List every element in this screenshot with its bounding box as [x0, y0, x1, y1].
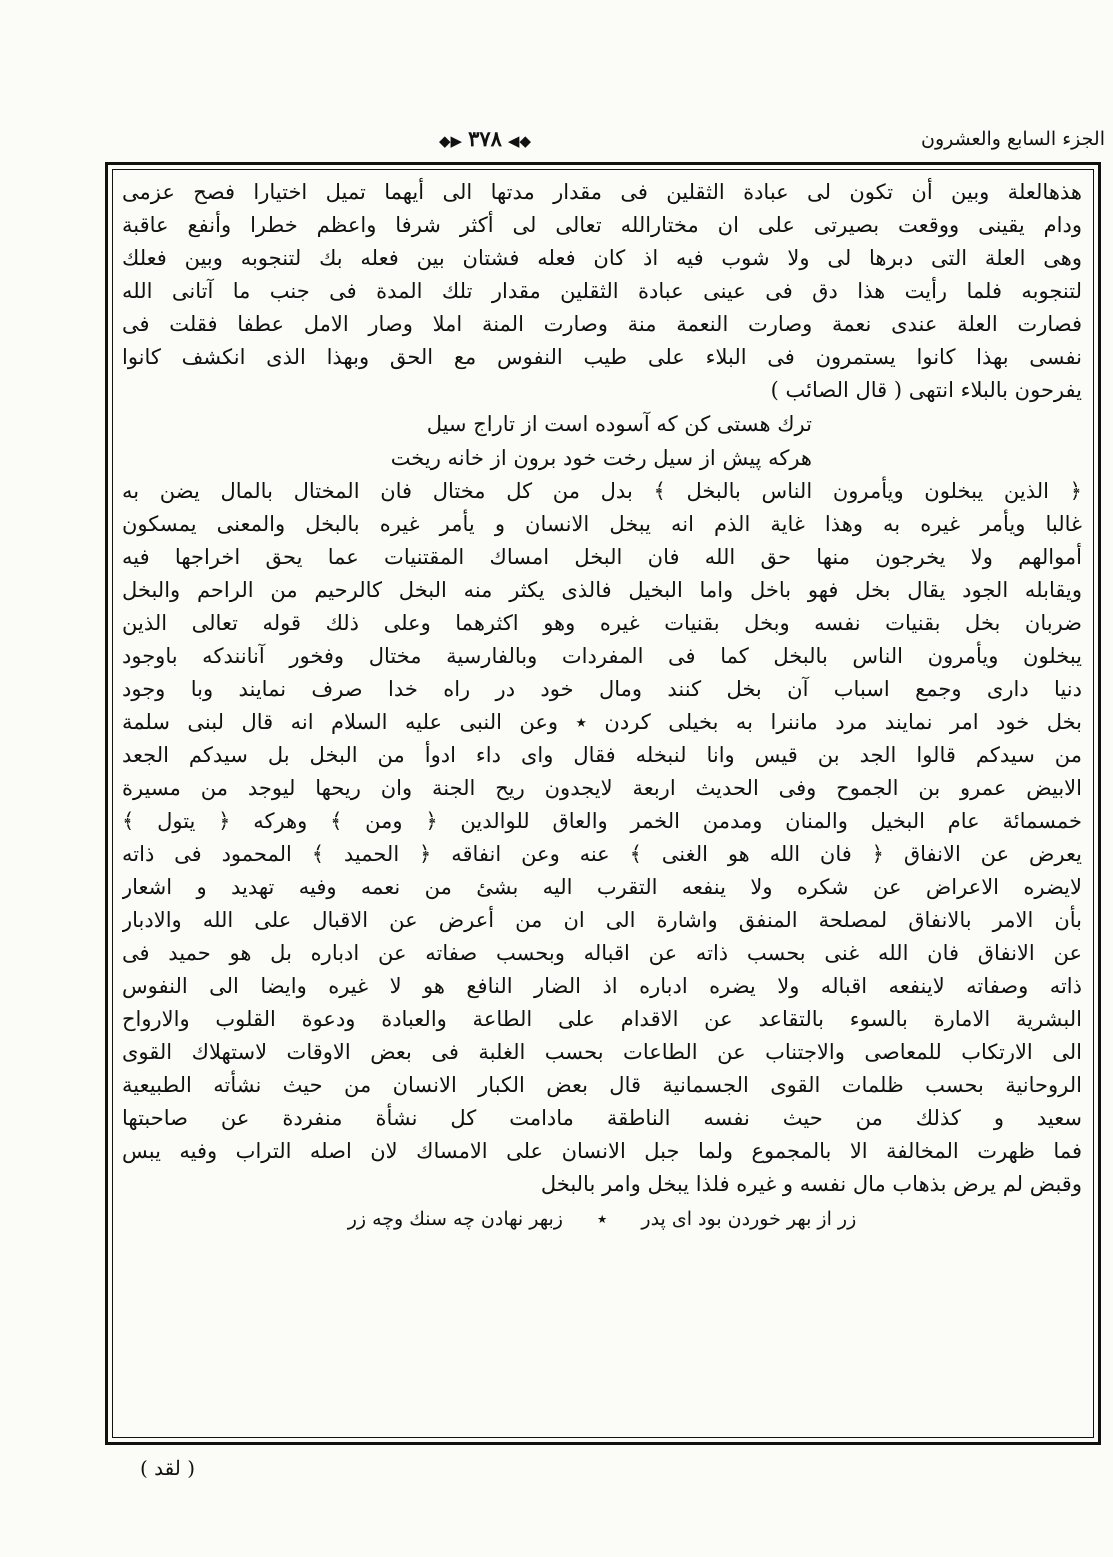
text-line: غالبا ويأمر غيره به وهذا غاية الذم انه يبخل الانسان و يأمر غيره بالبخل والمعنى يمسكون — [122, 512, 1082, 536]
ornament-left-icon: ◆◀ — [507, 132, 531, 150]
text-line: وهى العلة التى دبرها لى ولا شوب فيه اذ كان فعله فشتان بين فعله بك لتنجوبه وبين فعلك — [122, 246, 1082, 270]
text-line: عن الانفاق فان الله غنى بحسب ذاته عن اقباله وبحسب صفاته عن ادباره بل هو حميد فى — [122, 941, 1082, 965]
couplet-first-hemistich: زر از بهر خوردن بود اى پدر — [641, 1208, 857, 1230]
text-line: ذاته وصفاته لاينفعه اقباله ولا يضره ادباره اذ الضار النافع هو لا غيره وايضا الى النفوس — [122, 974, 1082, 998]
main-text — [122, 176, 1082, 1237]
text-line: بخل خود امر نمايند مرد ماننرا به بخيلى كردن ٭ وعن النبى عليه السلام انه قال لبنى سلمة — [122, 710, 1082, 734]
verse-line: هركه پيش از سيل رخت خود برون از خانه ريخت — [390, 446, 812, 470]
text-line: ﴿ الذين يبخلون ويأمرون الناس بالبخل ﴾ بدل من كل مختال فان المختال بالمال يضن به — [122, 479, 1082, 503]
couplet-separator: ٭ — [596, 1208, 608, 1230]
text-line: وقبض لم يرض بذهاب مال نفسه و غيره فلذا يبخل وامر بالبخل — [540, 1172, 1082, 1196]
page-number — [425, 126, 545, 151]
text-line: يفرحون بالبلاء انتهى ( قال الصائب ) — [770, 378, 1082, 402]
persian-couplet — [122, 1201, 1082, 1237]
text-line: لتنجوبه فلما رأيت هذا دق فى عينى عبادة الثقلين مقدار تلك المدة فى جنب ما آتانى الله — [122, 279, 1082, 303]
text-line: نفسى بهذا كانوا يستمرون فى البلاء على طيب النفوس مع الحق وبهذا الذى انكشف كانوا — [122, 345, 1082, 369]
text-line: بأن الامر بالانفاق لمصلحة المنفق واشارة الى ان من أعرض عن الاقبال على الله والادبار — [122, 908, 1082, 932]
catchword: ( لقد ) — [140, 1456, 196, 1480]
text-line: هذهالعلة وبين أن تكون لى عبادة الثقلين فى مقدار مدتها الى أيهما تميل اختيارا فصح عزمى — [122, 180, 1082, 204]
text-line: فما ظهرت المخالفة الا بالمجموع ولما جبل الانسان على الامساك لان اصله التراب وفيه يبس — [122, 1139, 1082, 1163]
running-head: الجزء السابع والعشرون — [920, 128, 1105, 150]
text-line: أموالهم ولا يخرجون منها حق الله فان البخل امساك المقتنيات عما يحق اخراجها فيه — [122, 545, 1082, 569]
text-line: سعيد و كذلك من حيث نفسه الناطقة مادامت كل نشأة منفردة عن صاحبتها — [122, 1106, 1082, 1130]
couplet-second-hemistich: زبهر نهادن چه سنك وچه زر — [347, 1208, 563, 1230]
text-line: الروحانية بحسب ظلمات القوى الجسمانية قال بعض الكبار الانسان من حيث نشأته الطبيعية — [122, 1073, 1082, 1097]
text-line: خمسمائة عام البخيل والمنان ومدمن الخمر والعاق للوالدين ﴿ ومن ﴾ وهركه ﴿ يتول ﴾ — [122, 809, 1082, 833]
text-line: لايضره الاعراض عن شكره ولا ينفعه التقرب اليه بشئ من نعمه وفيه تهديد و اشعار — [122, 875, 1082, 899]
text-line: من سيدكم قالوا الجد بن قيس وانا لنبخله فقال واى داء ادوأ من البخل بل سيدكم الجعد — [122, 743, 1082, 767]
text-line: الابيض عمرو بن الجموح وفى الحديث اربعة لايجدون ريح الجنة وان ريحها ليوجد من مسيرة — [122, 776, 1082, 800]
text-line: دنيا دارى وجمع اسباب آن بخل كنند ومال خود در راه خدا صرف نمايند وبا وجود — [122, 677, 1082, 701]
page-header — [105, 122, 1105, 162]
text-line: ويقابله الجود يقال بخل فهو باخل واما البخيل فالذى يكثر منه البخل كالرحيم من الراحم والبخل — [122, 578, 1082, 602]
text-line: الى الارتكاب للمعاصى والاجتناب عن الطاعات بحسب الغلبة فى بعض الاوقات لاستهلاك القوى — [122, 1040, 1082, 1064]
text-line: يعرض عن الانفاق ﴿ فان الله هو الغنى ﴾ عنه وعن انفاقه ﴿ الحميد ﴾ المحمود فى ذاته — [122, 842, 1082, 866]
text-line: ودام يقينى ووقعت بصيرتى على ان مختارالله تعالى لى أكثر شرفا واعظم خطرا وأنفع عاقبة — [122, 213, 1082, 237]
text-line: فصارت العلة عندى نعمة وصارت النعمة منة وصارت المنة املا وصار الامل عطفا فقلت فى — [122, 312, 1082, 336]
ornament-right-icon: ▶◆ — [439, 132, 463, 150]
verse-line: ترك هستى كن كه آسوده است از تاراج سيل — [426, 412, 812, 436]
persian-verse-block — [122, 407, 1082, 475]
text-line: البشرية الامارة بالسوء بالتقاعد عن الاقدام على الطاعة والعبادة ودعوة القلوب والارواح — [122, 1007, 1082, 1031]
page-number-value: ٣٧٨ — [468, 126, 502, 151]
text-line: ضربان بخل بقنيات نفسه وبخل بقنيات غيره وهو اكثرهما وعلى ذلك قوله تعالى الذين — [122, 611, 1082, 635]
text-line: يبخلون ويأمرون الناس بالبخل كما فى المفردات وبالفارسية مختال وفخور آنانندكه باوجود — [122, 644, 1082, 668]
